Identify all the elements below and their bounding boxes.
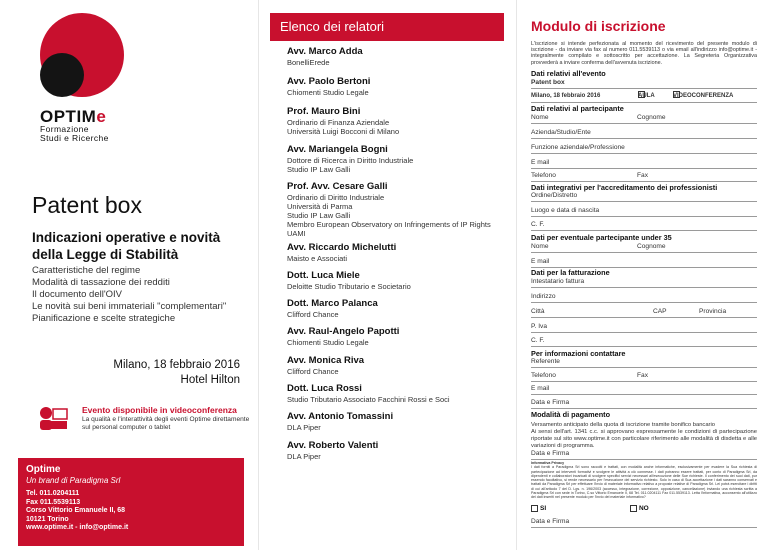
brand-line2: Studi e Ricerche [40, 133, 109, 143]
label-referente: Referente [531, 358, 560, 365]
label-cap: CAP [653, 308, 667, 315]
topic-item: Modalità di tassazione dei redditi [32, 277, 170, 288]
citta-field[interactable] [531, 306, 757, 318]
email-field[interactable] [531, 157, 757, 169]
contact-email-field[interactable] [531, 383, 757, 395]
speaker-affiliation: Maisto e Associati [287, 254, 348, 263]
label-luogo: Luogo e data di nascita [531, 207, 600, 214]
firma-field[interactable] [531, 397, 757, 409]
label-cf2: C. F. [531, 337, 545, 344]
privacy-title: Informativa Privacy [531, 461, 565, 465]
firma3-field[interactable] [531, 516, 757, 528]
telefono-field[interactable] [531, 170, 757, 182]
section-payment: Modalità di pagamento [531, 410, 611, 419]
brand-logo [40, 108, 109, 143]
consent-si[interactable] [531, 505, 546, 512]
videoconference-icon [38, 405, 68, 433]
label-azienda: Azienda/Studio/Ente [531, 129, 591, 136]
section-invoice: Dati per la fatturazione [531, 268, 610, 277]
label-intestatario: Intestatario fattura [531, 278, 585, 285]
payment-conditions: Ai sensi dell'art. 1341 c.c. si approvano espressamente le condizioni di partecipazione riportate sul sito www.optime.it con particolare riferimento alle modalità di disdetta e alle variazioni di programma. [531, 429, 757, 449]
label-citta: Città [531, 308, 545, 315]
speaker-item [287, 270, 507, 291]
speaker-name: Avv. Mariangela Bogni [287, 144, 388, 155]
speaker-affiliation: Chiomenti Studio Legale [287, 88, 369, 97]
footer-name: Optime [26, 464, 61, 475]
speaker-affiliation: Università Luigi Bocconi di Milano [287, 127, 400, 136]
luogo-field[interactable] [531, 205, 757, 217]
video-text: La qualità e l'interattività degli eventi Optime direttamente sul personal computer o tablet [82, 416, 250, 431]
event-name: Patent box [531, 79, 565, 86]
under35-name-field[interactable] [531, 241, 757, 253]
contact-telefono-field[interactable] [531, 370, 757, 382]
intestatario-field[interactable] [531, 276, 757, 288]
speaker-affiliation: Clifford Chance [287, 367, 339, 376]
event-name-field [531, 77, 757, 89]
label-nome: Nome [531, 114, 549, 121]
speaker-name: Dott. Luca Rossi [287, 383, 362, 394]
form-title: Modulo di iscrizione [531, 18, 666, 34]
speaker-item [287, 440, 507, 461]
speaker-affiliation: Studio IP Law Galli [287, 211, 351, 220]
speaker-name: Avv. Marco Adda [287, 46, 363, 57]
section-participant: Dati relativi al partecipante [531, 104, 624, 113]
speaker-affiliation: Membro European Observatory on Infringements of IP Rights UAMI [287, 220, 491, 238]
label-funzione: Funzione aziendale/Professione [531, 144, 625, 151]
speaker-affiliation: Studio Tributario Associato Facchini Rossi e Soci [287, 395, 450, 404]
footer-tel: Tel. 011.0204111 [26, 490, 80, 497]
speaker-item [287, 242, 507, 263]
speaker-name: Avv. Raul-Angelo Papotti [287, 326, 400, 337]
event-date-text: Milano, 18 febbraio 2016 [531, 93, 601, 99]
video-label: VIDEOCONFERENZA [673, 93, 734, 99]
azienda-field[interactable] [531, 127, 757, 139]
label-cf: C. F. [531, 221, 545, 228]
label-nome2: Nome [531, 243, 549, 250]
speaker-affiliation: Chiomenti Studio Legale [287, 338, 369, 347]
page-subtitle: Indicazioni operative e novità della Legge di Stabilità [32, 230, 221, 262]
page-title: Patent box [32, 192, 142, 218]
event-venue: Hotel Hilton [180, 374, 240, 386]
section-contacts: Per informazioni contattare [531, 349, 626, 358]
speaker-name: Avv. Monica Riva [287, 355, 365, 366]
event-date: Milano, 18 febbraio 2016 [113, 359, 240, 371]
fold-line [516, 0, 517, 550]
speaker-affiliation: DLA Piper [287, 423, 321, 432]
footer-tagline: Un brand di Paradigma Srl [26, 476, 121, 485]
si-label: SI [540, 505, 547, 513]
speaker-affiliation: DLA Piper [287, 452, 321, 461]
video-title: Evento disponibile in videoconferenza [82, 405, 237, 415]
cf-field[interactable] [531, 219, 757, 231]
speaker-item [287, 144, 507, 174]
speaker-item [287, 383, 507, 404]
speaker-item [287, 106, 507, 136]
piva-field[interactable] [531, 321, 757, 333]
topics-list [32, 265, 252, 325]
speaker-name: Avv. Antonio Tomassini [287, 411, 394, 422]
registration-form [516, 0, 768, 550]
topic-item: Pianificazione e scelte strategiche [32, 313, 176, 324]
speaker-name: Avv. Paolo Bertoni [287, 76, 371, 87]
topic-item: Le novità sui beni immateriali "complementari" [32, 301, 227, 312]
indirizzo-field[interactable] [531, 291, 757, 303]
aula-label: AULA [638, 93, 655, 99]
label-telefono: Telefono [531, 172, 556, 179]
section-accreditation: Dati integrativi per l'accreditamento dei professionisti [531, 183, 718, 192]
speakers-panel [258, 0, 516, 550]
speaker-item [287, 76, 507, 97]
speaker-name: Prof. Mauro Bini [287, 106, 361, 117]
label-telefono2: Telefono [531, 372, 556, 379]
speaker-name: Dott. Marco Palanca [287, 298, 378, 309]
payment-method: Versamento anticipato della quota di iscrizione tramite bonifico bancario [531, 422, 715, 428]
speaker-name: Avv. Roberto Valenti [287, 440, 379, 451]
speaker-item [287, 355, 507, 376]
brand-line1: Formazione [40, 124, 89, 134]
footer-address: Corso Vittorio Emanuele II, 68 [26, 507, 126, 514]
speakers-header: Elenco dei relatori [270, 13, 504, 41]
label-provincia: Provincia [699, 308, 727, 315]
label-piva: P. Iva [531, 323, 548, 330]
si-checkbox[interactable] [531, 505, 538, 512]
payment-text [531, 422, 757, 450]
cf2-field[interactable] [531, 335, 757, 347]
logo-dark-circle [40, 53, 84, 97]
no-checkbox[interactable] [630, 505, 637, 512]
label-cognome2: Cognome [637, 243, 666, 250]
label-indirizzo: Indirizzo [531, 293, 556, 300]
label-fax: Fax [637, 172, 648, 179]
speaker-item [287, 326, 507, 347]
speaker-item [287, 181, 507, 238]
speaker-name: Prof. Avv. Cesare Galli [287, 181, 388, 192]
speaker-name: Avv. Riccardo Michelutti [287, 242, 397, 253]
contact-footer [18, 458, 244, 546]
speaker-affiliation: Clifford Chance [287, 310, 339, 319]
under35-email-field[interactable] [531, 256, 757, 268]
label-datafirma3: Data e Firma [531, 518, 570, 525]
label-datafirma2: Data e Firma [531, 450, 570, 457]
label-email2: E mail [531, 258, 550, 265]
topic-item: Il documento dell'OIV [32, 289, 122, 300]
section-event: Dati relativi all'evento [531, 69, 606, 78]
left-panel [0, 0, 258, 550]
brand-name-e: e [96, 107, 107, 126]
fold-line [258, 0, 259, 550]
footer-web[interactable]: www.optime.it - info@optime.it [26, 524, 129, 531]
firma2-field[interactable] [531, 448, 757, 460]
label-datafirma: Data e Firma [531, 399, 570, 406]
speaker-affiliation: Università di Parma [287, 202, 353, 211]
event-date-field [531, 91, 757, 103]
participant-name-field[interactable] [531, 112, 757, 124]
footer-fax: Fax 011.5539113 [26, 498, 81, 506]
event-date-venue [113, 358, 240, 388]
videoconference-notice [34, 405, 254, 433]
speaker-affiliation: Ordinario di Diritto Industriale [287, 193, 385, 202]
footer-city: 10121 Torino [26, 515, 69, 523]
label-email3: E mail [531, 385, 550, 392]
label-ordine: Ordine/Distretto [531, 192, 578, 199]
speaker-name: Dott. Luca Miele [287, 270, 360, 281]
speaker-item [287, 298, 507, 319]
privacy-text: I dati forniti a Paradigma Srl sono raccolti e trattati, con modalità anche informatiche, esclusivamente per evadere la Sua richiesta di partecipazione ad interventi formativi e svolgere le attività a ciò connesse. I dati potranno essere trattati, per conto di Paradigma Srl, da dipendenti e collaboratori incaricati di svolgere specifici servizi necessari all'esecuzione delle Sue richieste. Il conferimento dei suoi dati, pur essendo facoltativo, si rende necessario per l'esecuzione del servizio richiesto. Solo in caso di Sua accettazione i dati saranno conservati e trattati da Paradigma Srl per effettuare l'invio di materiale informativo relativo a proposte relative di Paradigma Srl. Lei potrà esercitare i diritti di cui all'articolo 7 del D. Lgs. n. 196/2003 (accesso, integrazione, correzione, opposizione, cancellazione) inviando una richiesta scritta a Paradigma Srl con sede in Torino, C.so Vittorio Emanuele II, 68 Tel. 011.0204111 Fax 011.5539113. Letta l'informativa, acconsento all'utilizzo dei dati inseriti nel presente modulo per l'invio del materiale informativo? [531, 465, 757, 500]
speaker-affiliation: Studio IP Law Galli [287, 165, 351, 174]
speaker-affiliation: BonelliErede [287, 58, 330, 67]
referente-field[interactable] [531, 356, 757, 368]
speaker-item [287, 46, 507, 67]
label-cognome: Cognome [637, 114, 666, 121]
label-email: E mail [531, 159, 550, 166]
form-intro: L'iscrizione si intende perfezionata al momento del ricevimento del presente modulo di iscrizione - da inviare via fax al numero 011.5539113 o via email all'indirizzo info@optime.it - integralmente compilato e sottoscritto per accettazione. La Segreteria Organizzativa provvederà a inviare conferma dell'avvenuta iscrizione. [531, 41, 757, 66]
consent-options [531, 505, 649, 512]
funzione-field[interactable] [531, 142, 757, 154]
privacy-notice [531, 461, 757, 500]
speaker-affiliation: Deloitte Studio Tributario e Societario [287, 282, 411, 291]
section-under35: Dati per eventuale partecipante under 35 [531, 233, 672, 242]
consent-no[interactable] [630, 505, 649, 512]
topic-item: Caratteristiche del regime [32, 265, 141, 276]
label-fax2: Fax [637, 372, 648, 379]
speaker-affiliation: Ordinario di Finanza Aziendale [287, 118, 390, 127]
speaker-item [287, 411, 507, 432]
no-label: NO [638, 505, 649, 513]
speaker-affiliation: Dottore di Ricerca in Diritto Industriale [287, 156, 414, 165]
ordine-field[interactable] [531, 190, 757, 202]
brand-name: OPTIM [40, 107, 97, 126]
